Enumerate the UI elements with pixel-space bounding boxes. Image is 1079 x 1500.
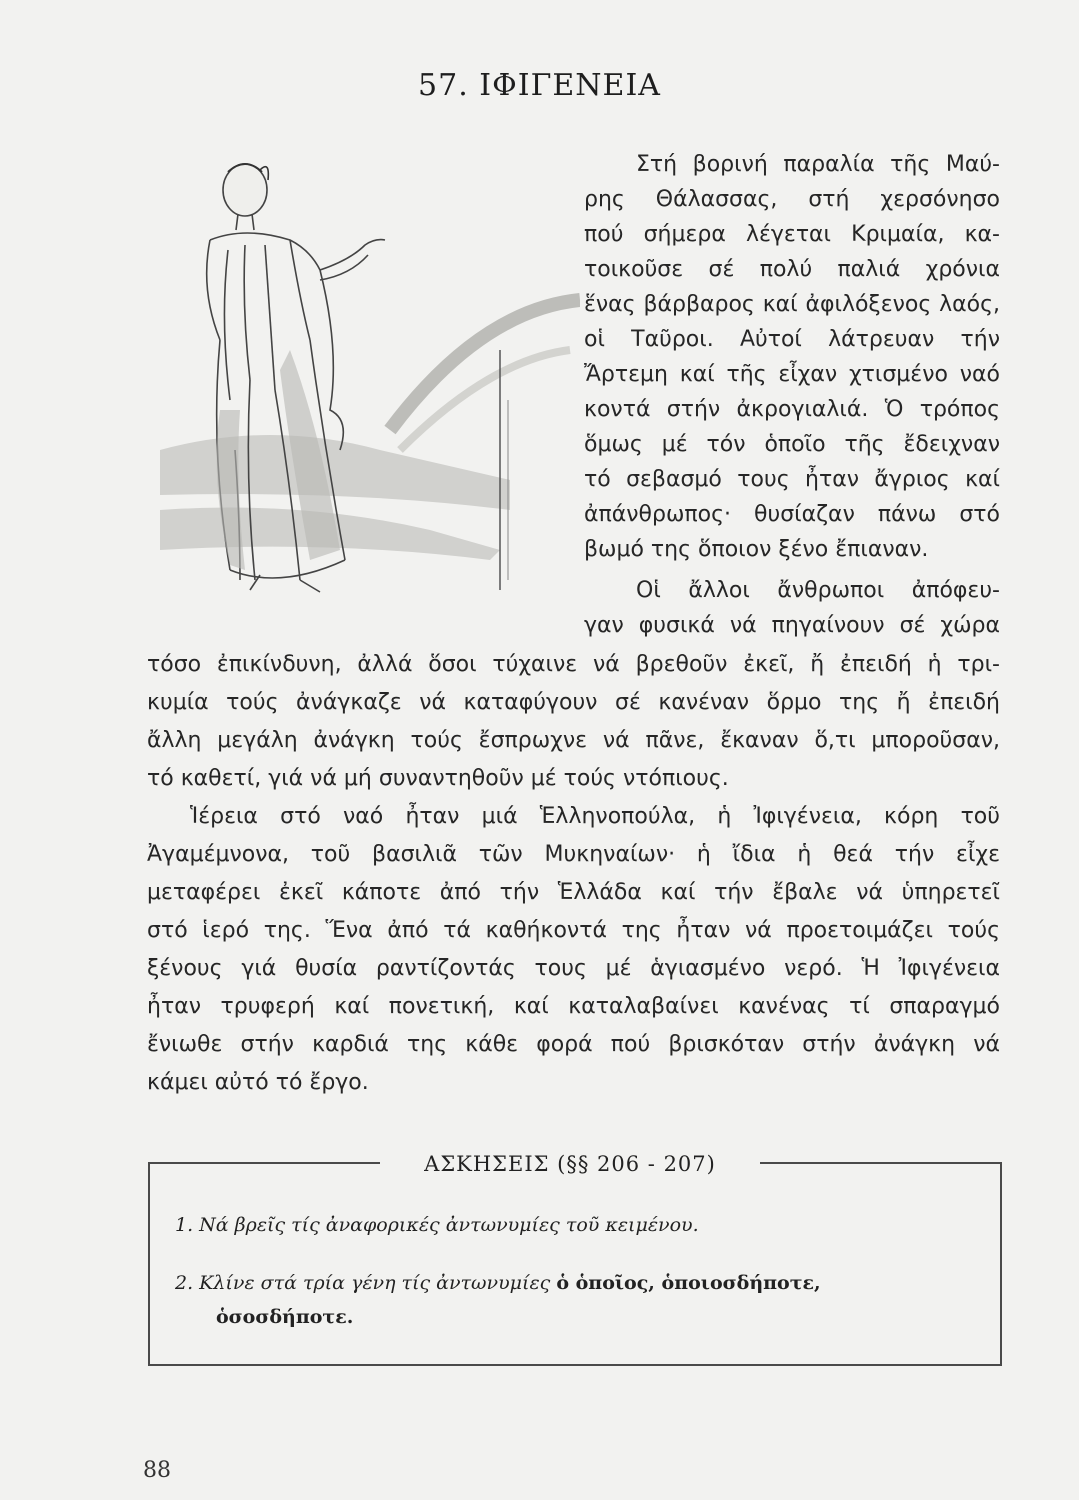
text-line: ἀπάνθρωπος· θυσίαζαν πάνω στό: [584, 502, 1000, 527]
exercise-item-1: 1. Νά βρεῖς τίς ἀναφορικές ἀντωνυμίες τοῦ κειμένου.: [175, 1214, 699, 1236]
text-line: Ἱέρεια στό ναό ἦταν μιά Ἑλληνοπούλα, ἡ Ἰφιγένεια, κόρη τοῦ: [190, 804, 1000, 829]
text-line: οἱ Ταῦροι. Αὐτοί λάτρευαν τήν: [584, 327, 1000, 352]
page-number: 88: [143, 1458, 171, 1483]
text-line: Οἱ ἄλλοι ἄνθρωποι ἀπόφευ-: [636, 578, 1000, 603]
text-line: ἕνας βάρβαρος καί ἀφιλόξενος λαός,: [584, 292, 1000, 317]
text-line: Ἀγαμέμνονα, τοῦ βασιλιᾶ τῶν Μυκηναίων· ἡ ἴδια ἡ θεά τήν εἶχε: [147, 842, 1000, 867]
text-line: ἦταν τρυφερή καί πονετική, καί καταλαβαίνει κανένας τί σπαραγμό: [147, 994, 1000, 1019]
text-line: ξένους γιά θυσία ραντίζοντάς τους μέ ἁγιασμένο νερό. Ἡ Ἰφιγένεια: [147, 956, 1000, 981]
exercise-item-2-pronoun-last: ὁσοσδήποτε.: [216, 1306, 354, 1328]
text-line: τό σεβασμό τους ἦταν ἄγριος καί: [584, 467, 1000, 492]
text-line: βωμό της ὅποιον ξένο ἔπιαναν.: [584, 537, 929, 562]
text-line: στό ἱερό της. Ἕνα ἀπό τά καθήκοντά της ἦταν νά προετοιμάζει τούς: [147, 918, 1000, 943]
exercise-item-2: [175, 1268, 821, 1298]
exercises-heading: ΑΣΚΗΣΕΙΣ (§§ 206 - 207): [380, 1149, 760, 1179]
text-line: τόσο ἐπικίνδυνη, ἀλλά ὅσοι τύχαινε νά βρεθοῦν ἐκεῖ, ἤ ἐπειδή ἡ τρι-: [147, 652, 1000, 677]
text-line: ἔνιωθε στήν καρδιά της κάθε φορά πού βρισκόταν στήν ἀνάγκη νά: [147, 1032, 1000, 1057]
exercise-item-2-cont: [216, 1302, 353, 1332]
text-line: κοντά στήν ἀκρογιαλιά. Ὁ τρόπος: [584, 397, 1000, 422]
text-line: γαν φυσικά νά πηγαίνουν σέ χώρα: [584, 613, 1000, 638]
text-line: τοικοῦσε σέ πολύ παλιά χρόνια: [584, 257, 1000, 282]
text-line: ρης Θάλασσας, στή χερσόνησο: [584, 187, 1000, 212]
text-line: ὅμως μέ τόν ὁποῖο τῆς ἔδειχναν: [584, 432, 1000, 457]
page-title: 57. ΙΦΙΓΕΝΕΙΑ: [418, 68, 661, 103]
exercises-box: [148, 1162, 1002, 1366]
text-line: κάμει αὐτό τό ἔργο.: [147, 1070, 369, 1095]
exercise-item-2-pronouns: ὁ ὁποῖος, ὁποιοσδήποτε,: [556, 1272, 821, 1294]
text-line: ἄλλη μεγάλη ἀνάγκη τούς ἔσπρωχνε νά πᾶνε, ἔκαναν ὅ,τι μποροῦσαν,: [147, 728, 1000, 753]
text-line: τό καθετί, γιά νά μή συναντηθοῦν μέ τούς ντόπιους.: [147, 766, 729, 791]
text-line: Ἄρτεμη καί τῆς εἶχαν χτισμένο ναό: [584, 362, 1000, 387]
text-line: πού σήμερα λέγεται Κριμαία, κα-: [584, 222, 1000, 247]
iphigenia-illustration: [150, 150, 580, 600]
text-line: μεταφέρει ἐκεῖ κάποτε ἀπό τήν Ἑλλάδα καί τήν ἔβαλε νά ὑπηρετεῖ: [147, 880, 1000, 905]
text-line: κυμία τούς ἀνάγκαζε νά καταφύγουν σέ κανέναν ὅρμο της ἤ ἐπειδή: [147, 690, 1000, 715]
text-line: Στή βορινή παραλία τῆς Μαύ-: [636, 152, 1000, 177]
exercise-item-2-text: 2. Κλίνε στά τρία γένη τίς ἀντωνυμίες: [175, 1272, 551, 1294]
